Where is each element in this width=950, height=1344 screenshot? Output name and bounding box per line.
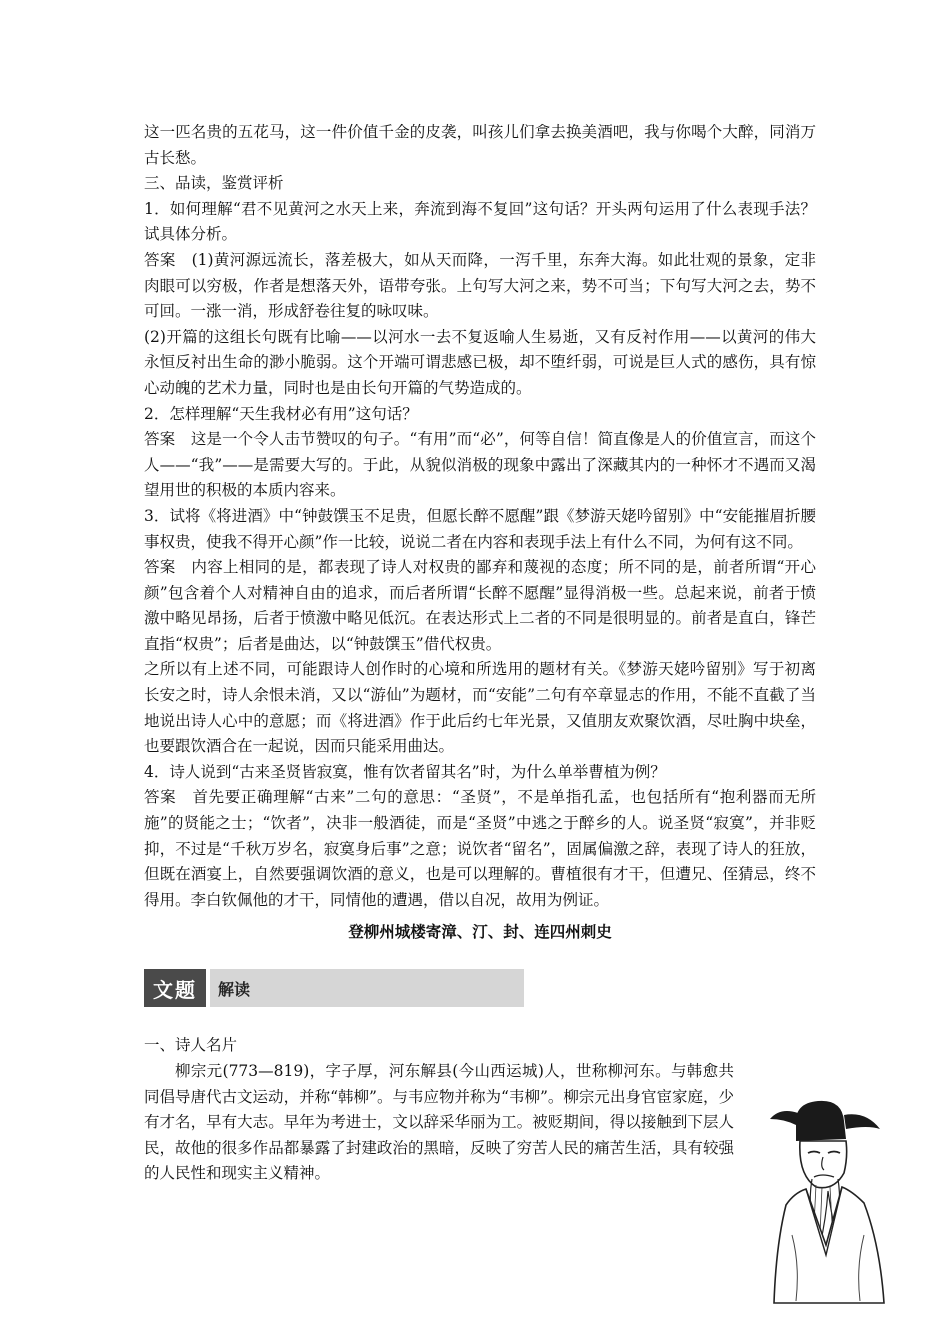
bio-heading: 一、诗人名片: [144, 1036, 238, 1055]
answer-4: 答案 首先要正确理解“古来”二句的意思：“圣贤”，不是单指孔孟，也包括所有“抱利器而无所施”的贤能之士；“饮者”，决非一般酒徒，而是“圣贤”中逃之于醉乡的人。说圣贤“寂寞”，并非贬抑，不过是“千秋万岁名，寂寞身后事”之意；说饮者“留名”，固属偏激之辞，表现了诗人的狂放，但既在酒宴上，自然要强调饮酒的意义，也是可以理解的。曹植很有才干，但遭兄、侄猜忌，终不得用。李白钦佩他的才干，同情他的遭遇，借以自况，故用为例证。: [144, 788, 816, 909]
bio-text: 柳宗元(773—819)，字子厚，河东解县(今山西运城)人，世称柳河东。与韩愈共同倡导唐代古文运动，并称“韩柳”。与韦应物并称为“韦柳”。柳宗元出身官宦家庭，少有才名，早有大志。早年为考进士，文以辞采华丽为工。被贬期间，得以接触到下层人民，故他的很多作品都暴露了封建政治的黑暗，反映了穷苦人民的痛苦生活，具有较强的人民性和现实主义精神。: [144, 1062, 734, 1183]
question-2: 2．怎样理解“天生我材必有用”这句话？: [144, 404, 418, 423]
banner-label-light: 解读: [210, 969, 524, 1007]
answer-3-part-2: 之所以有上述不同，可能跟诗人创作时的心境和所选用的题材有关。《梦游天姥吟留别》写于初离长安之时，诗人余恨未消，又以“游仙”为题材，而“安能”二句有卒章显志的作用，不能不直截了当地说出诗人心中的意愿；而《将进酒》作于此后约七年光景，又值朋友欢聚饮酒，尽吐胸中块垒，也要跟饮酒合在一起说，因而只能采用曲达。: [144, 660, 816, 756]
question-4: 4．诗人说到“古来圣贤皆寂寞，惟有饮者留其名”时，为什么单举曹植为例？: [144, 762, 666, 781]
poet-portrait-illustration: [756, 1095, 896, 1305]
document-page: [144, 120, 816, 1187]
question-1: 1．如何理解“君不见黄河之水天上来，奔流到海不复回”这句话？开头两句运用了什么表现手法？试具体分析。: [144, 199, 816, 244]
paragraph-translation: 这一匹名贵的五花马，这一件价值千金的皮袭，叫孩儿们拿去换美酒吧，我与你喝个大醉，同消万古长愁。: [144, 123, 816, 167]
answer-1-part-1: 答案 (1)黄河源远流长，落差极大，如从天而降，一泻千里，东奔大海。如此壮观的景象，定非肉眼可以穷极，作者是想落天外，语带夸张。上句写大河之来，势不可当；下句写大河之去，势不可回。一涨一消，形成舒卷往复的咏叹味。: [144, 250, 816, 321]
answer-1-part-2: (2)开篇的这组长句既有比喻——以河水一去不复返喻人生易逝，又有反衬作用——以黄河的伟大永恒反衬出生命的渺小脆弱。这个开端可谓悲感已极，却不堕纤弱，可说是巨人式的感伤，具有惊心动魄的艺术力量，同时也是由长句开篇的气势造成的。: [144, 327, 816, 397]
answer-2: 答案 这是一个令人击节赞叹的句子。“有用”而“必”，何等自信！简直像是人的价值宣言，而这个人——“我”——是需要大写的。于此，从貌似消极的现象中露出了深藏其内的一种怀才不遇而又渴望用世的积极的本质内容来。: [144, 430, 816, 500]
answer-3-part-1: 答案 内容上相同的是，都表现了诗人对权贵的鄙弃和蔑视的态度；所不同的是，前者所谓“开心颜”包含着个人对精神自由的追求，而后者所谓“长醉不愿醒”显得消极一些。总起来说，前者于愤激中略见昂扬，后者于愤激中略见低沉。在表达形式上二者的不同是很明显的。前者是直白，锋芒直指“权贵”；后者是曲达，以“钟鼓馔玉”借代权贵。: [144, 558, 816, 653]
banner-label-dark: 文题: [144, 969, 206, 1007]
section-heading-appreciation: 三、品读，鉴赏评析: [144, 174, 284, 193]
poet-bio-section: [144, 1033, 816, 1187]
bio-wrap: [144, 1059, 816, 1187]
section-banner: [144, 969, 524, 1007]
question-3: 3．试将《将进酒》中“钟鼓馔玉不足贵，但愿长醉不愿醒”跟《梦游天姥吟留别》中“安能摧眉折腰事权贵，使我不得开心颜”作一比较，说说二者在内容和表现手法上有什么不同，为何有这不同。: [144, 506, 816, 551]
poem-title: 登柳州城楼寄漳、汀、封、连四州刺史: [348, 923, 612, 942]
